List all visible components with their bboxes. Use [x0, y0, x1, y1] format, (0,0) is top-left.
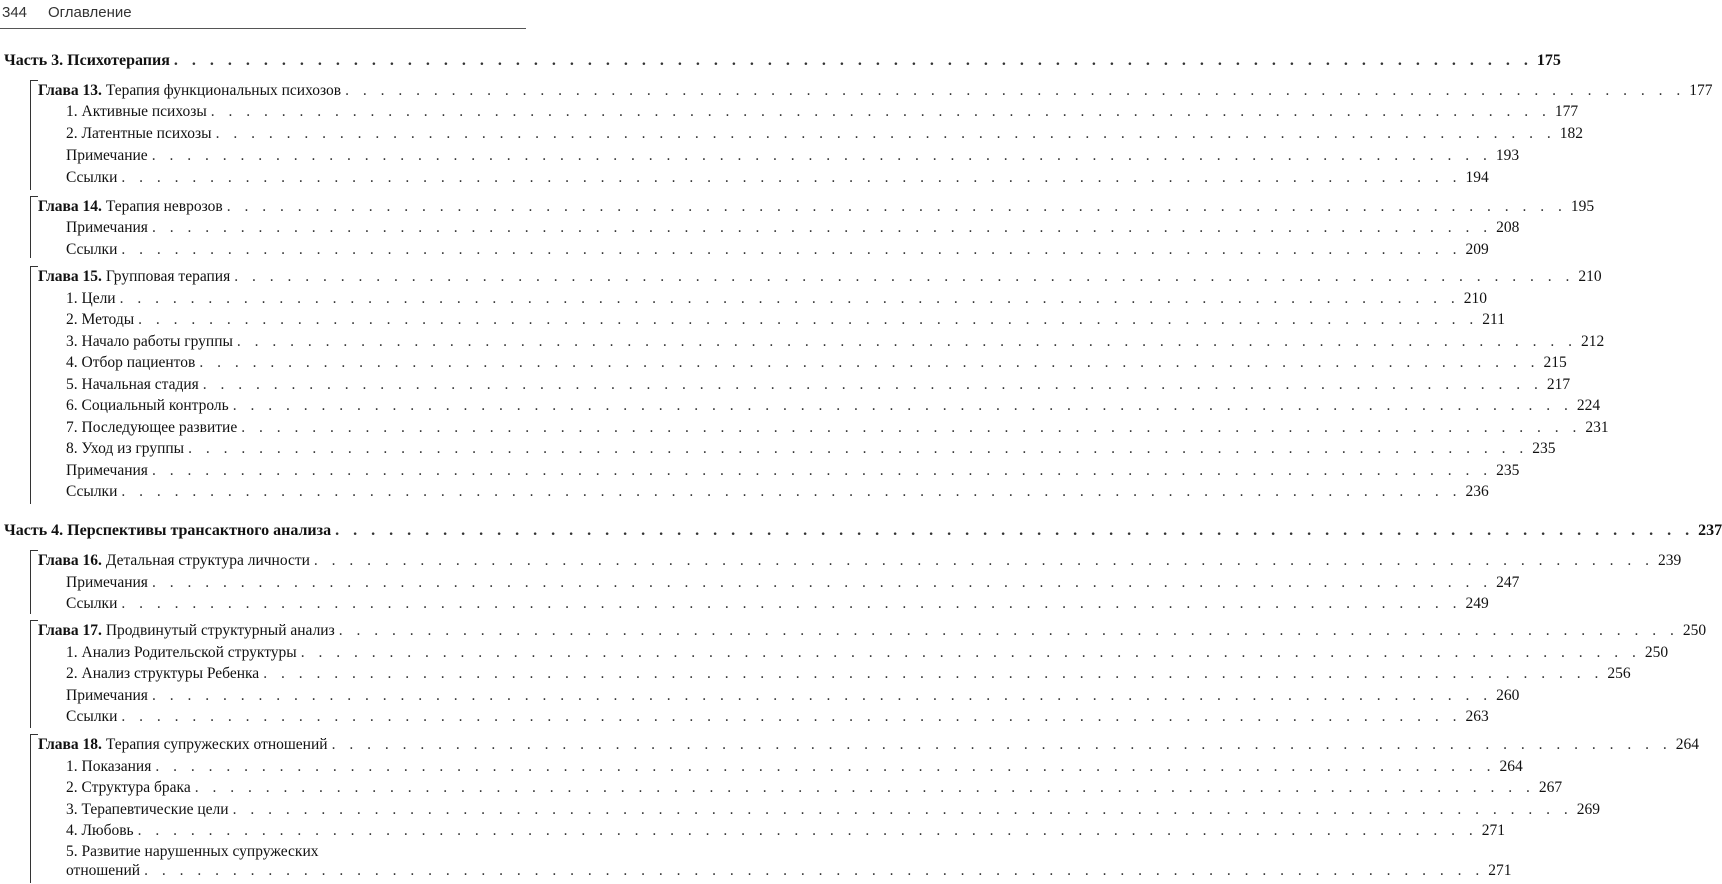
leader-dots: . . . . . . . . . . . . . . . . . . . . . . . . . . . . . . . . . . . . . . . . . . . . . . . . . . . . . . . . . . . . . . . . . . . . . . . . . . . .	[199, 354, 1540, 371]
toc-page: 235	[1496, 462, 1520, 479]
toc-label: Ссылки	[66, 483, 118, 500]
toc-label: Ссылки	[66, 241, 118, 258]
leader-dots: . . . . . . . . . . . . . . . . . . . . . . . . . . . . . . . . . . . . . . . . . . . . . . . . . . . . . . . . . . . . . . . . . . . . . . . . . . . .	[151, 219, 1493, 236]
leader-dots: . . . . . . . . . . . . . . . . . . . . . . . . . . . . . . . . . . . . . . . . . . . . . . . . . . . . . . . . . . . . . . . . . . . . . . . . . . . .	[263, 665, 1604, 682]
toc-entry	[66, 595, 1489, 617]
toc-page: 239	[1658, 552, 1682, 569]
toc-label: 3. Начало работы группы	[66, 333, 233, 350]
toc-page: 224	[1576, 397, 1601, 414]
chapter-number: Глава 18.	[38, 736, 102, 753]
toc-page: 175	[1536, 52, 1561, 69]
toc-page: 235	[1532, 440, 1556, 457]
toc-label: 1. Анализ Родительской структуры	[66, 644, 297, 661]
toc-entry	[66, 125, 1583, 147]
chapter-bracket	[30, 550, 31, 614]
leader-dots: . . . . . . . . . . . . . . . . . . . . . . . . . . . . . . . . . . . . . . . . . . . . . . . . . . . . . . . . . . . . . . . . . . . . . . . . . . . .	[121, 483, 1462, 500]
page-header	[0, 0, 526, 29]
toc-entry	[66, 419, 1609, 441]
toc-entry	[66, 333, 1605, 355]
toc-page: 249	[1465, 595, 1489, 612]
leader-dots: . . . . . . . . . . . . . . . . . . . . . . . . . . . . . . . . . . . . . . . . . . . . . . . . . . . . . . . . . . . . . . . . . . . . . . . . . . . .	[232, 397, 1573, 414]
toc-page: 236	[1465, 483, 1489, 500]
toc-label: Ссылки	[66, 169, 118, 186]
chapter-bracket-top	[30, 196, 38, 197]
toc-entry	[66, 354, 1567, 376]
toc-entry	[66, 708, 1489, 730]
toc-entry	[66, 801, 1600, 823]
toc-label: Часть 3. Психотерапия	[4, 52, 170, 69]
toc-label: 2. Методы	[66, 311, 135, 328]
leader-dots: . . . . . . . . . . . . . . . . . . . . . . . . . . . . . . . . . . . . . . . . . . . . . . . . . . . . . . . . . . . . . . . . . . . . . . . . . . . .	[151, 574, 1493, 591]
leader-dots: . . . . . . . . . . . . . . . . . . . . . . . . . . . . . . . . . . . . . . . . . . . . . . . . . . . . . . . . . . . . . . . . . . . . . . . . . . . .	[138, 311, 1479, 328]
chapter-bracket	[30, 196, 31, 258]
chapter-title: Продвинутый структурный анализ	[101, 622, 335, 639]
leader-dots: . . . . . . . . . . . . . . . . . . . . . . . . . . . . . . . . . . . . . . . . . . . . . . . . . . . . . . . . . . . . . . . . . . . . . . . . . . . .	[121, 708, 1462, 725]
page-number: 344	[2, 4, 28, 21]
toc-label: Примечания	[66, 687, 148, 704]
chapter-bracket-top	[30, 550, 38, 551]
toc-page: 195	[1570, 198, 1595, 215]
leader-dots: . . . . . . . . . . . . . . . . . . . . . . . . . . . . . . . . . . . . . . . . . . . . . . . . . . . . . . . . . . . . . . . . . . . . . . . . . . . .	[236, 333, 1578, 350]
toc-page: 210	[1578, 268, 1602, 285]
chapter-bracket	[30, 734, 31, 883]
toc-label: 4. Любовь	[66, 822, 134, 839]
toc-entry	[66, 665, 1631, 687]
toc-page: 194	[1465, 169, 1489, 186]
chapter-number: Глава 17.	[38, 622, 102, 639]
toc-page: 177	[1554, 103, 1579, 120]
leader-dots: . . . . . . . . . . . . . . . . . . . . . . . . . . . . . . . . . . . . . . . . . . . . . . . . . . . . . . . . . . . . . . . . . . . . . . . . . . . .	[119, 290, 1460, 307]
chapter-number: Глава 14.	[38, 198, 102, 215]
chapter-number: Глава 13.	[38, 82, 102, 99]
toc-label: Ссылки	[66, 595, 118, 612]
leader-dots: . . . . . . . . . . . . . . . . . . . . . . . . . . . . . . . . . . . . . . . . . . . . . . . . . . . . . . . . . . . . . . . . . . . . . . . . . . . .	[313, 552, 1655, 569]
toc-page: 211	[1482, 311, 1505, 328]
toc-entry-continuation	[66, 862, 1512, 884]
leader-dots: . . . . . . . . . . . . . . . . . . . . . . . . . . . . . . . . . . . . . . . . . . . . . . . . . . . . . . . . . . . . . . . . . . . . . . . . . . . .	[121, 241, 1462, 258]
toc-page: 271	[1488, 862, 1512, 879]
toc-page: 269	[1576, 801, 1600, 818]
leader-dots: . . . . . . . . . . . . . . . . . . . . . . . . . . . . . . . . . . . . . . . . . . . . . . . . . . . . . . . . . . . . . . . . . . . . . . . . . . . .	[300, 644, 1641, 661]
leader-dots: . . . . . . . . . . . . . . . . . . . . . . . . . . . . . . . . . . . . . . . . . . . . . . . . . . . . . . . . . . . . . . . . . . . . . . . . . . . .	[234, 268, 1575, 285]
toc-label: 2. Анализ структуры Ребенка	[66, 665, 260, 682]
running-title: Оглавление	[48, 4, 132, 21]
leader-dots: . . . . . . . . . . . . . . . . . . . . . . . . . . . . . . . . . . . . . . . . . . . . . . . . . . . . . . . . . . . . . . . . . . . . . . . . . . . .	[335, 522, 1695, 539]
chapter-title: Терапия функциональных психозов	[101, 82, 342, 99]
chapter-bracket-top	[30, 266, 38, 267]
chapter-bracket	[30, 620, 31, 728]
chapter-title: Терапия супружеских отношений	[101, 736, 328, 753]
toc-page: 263	[1465, 708, 1489, 725]
toc-label: 5. Развитие нарушенных супружеских	[66, 843, 319, 860]
toc-entry	[66, 311, 1505, 333]
toc-page: 250	[1682, 622, 1707, 639]
toc-page: 177	[1689, 82, 1713, 99]
toc-page: 215	[1543, 354, 1567, 371]
toc-page: 271	[1481, 822, 1505, 839]
leader-dots: . . . . . . . . . . . . . . . . . . . . . . . . . . . . . . . . . . . . . . . . . . . . . . . . . . . . . . . . . . . . . . . . . . . . . . . . . . . .	[331, 736, 1672, 753]
toc-label: 3. Терапевтические цели	[66, 801, 229, 818]
leader-dots: . . . . . . . . . . . . . . . . . . . . . . . . . . . . . . . . . . . . . . . . . . . . . . . . . . . . . . . . . . . . . . . . . . . . . . . . . . . .	[345, 82, 1686, 99]
toc-page: 217	[1546, 376, 1571, 393]
toc-entry	[66, 397, 1601, 419]
chapter-bracket	[30, 80, 31, 190]
leader-dots: . . . . . . . . . . . . . . . . . . . . . . . . . . . . . . . . . . . . . . . . . . . . . . . . . . . . . . . . . . . . . . . . . . . . . . . . . . . .	[215, 125, 1556, 142]
toc-entry	[66, 687, 1520, 709]
chapter-number: Глава 16.	[38, 552, 102, 569]
toc-label: 5. Начальная стадия	[66, 376, 199, 393]
toc-label	[38, 622, 335, 640]
chapter-bracket-top	[30, 620, 38, 621]
toc-entry	[66, 440, 1556, 462]
leader-dots: . . . . . . . . . . . . . . . . . . . . . . . . . . . . . . . . . . . . . . . . . . . . . . . . . . . . . . . . . . . . . . . . . . . . . . . . . . . .	[226, 198, 1567, 215]
toc-page: 231	[1585, 419, 1609, 436]
leader-dots: . . . . . . . . . . . . . . . . . . . . . . . . . . . . . . . . . . . . . . . . . . . . . . . . . . . . . . . . . . . . . . . . . . . . . . . . . . . .	[151, 687, 1493, 704]
toc-chapter-18	[38, 736, 1699, 758]
leader-dots: . . . . . . . . . . . . . . . . . . . . . . . . . . . . . . . . . . . . . . . . . . . . . . . . . . . . . . . . . . . . . . . . . . . . . . . . . . . .	[155, 758, 1496, 775]
toc-chapter-17	[38, 622, 1707, 644]
leader-dots: . . . . . . . . . . . . . . . . . . . . . . . . . . . . . . . . . . . . . . . . . . . . . . . . . . . . . . . . . . . . . . . . . . . . . . . . . . . .	[151, 462, 1493, 479]
toc-label: Примечания	[66, 462, 148, 479]
toc-label	[38, 736, 328, 754]
toc-page: 209	[1465, 241, 1489, 258]
toc-entry	[66, 644, 1669, 666]
toc-page: 267	[1538, 779, 1563, 796]
chapter-bracket-top	[30, 80, 38, 81]
toc-label	[38, 82, 341, 100]
toc-entry	[66, 822, 1505, 844]
toc-part-4	[4, 522, 1722, 544]
leader-dots: . . . . . . . . . . . . . . . . . . . . . . . . . . . . . . . . . . . . . . . . . . . . . . . . . . . . . . . . . . . . . . . . . . . . . . . . . . . .	[173, 52, 1533, 69]
toc-entry	[66, 169, 1489, 191]
toc-entry	[66, 758, 1523, 780]
toc-chapter-16	[38, 552, 1682, 574]
leader-dots: . . . . . . . . . . . . . . . . . . . . . . . . . . . . . . . . . . . . . . . . . . . . . . . . . . . . . . . . . . . . . . . . . . . . . . . . . . . .	[338, 622, 1679, 639]
leader-dots: . . . . . . . . . . . . . . . . . . . . . . . . . . . . . . . . . . . . . . . . . . . . . . . . . . . . . . . . . . . . . . . . . . . . . . . . . . . .	[210, 103, 1551, 120]
toc-label: Примечания	[66, 219, 148, 236]
toc-entry	[66, 241, 1489, 263]
toc-entry	[66, 376, 1571, 398]
chapter-title: Терапия неврозов	[101, 198, 223, 215]
leader-dots: . . . . . . . . . . . . . . . . . . . . . . . . . . . . . . . . . . . . . . . . . . . . . . . . . . . . . . . . . . . . . . . . . . . . . . . . . . . .	[188, 440, 1529, 457]
toc-page: 237	[1698, 522, 1722, 539]
toc-label: 4. Отбор пациентов	[66, 354, 196, 371]
chapter-number: Глава 15.	[38, 268, 102, 285]
toc-entry	[66, 779, 1563, 801]
toc-label: 6. Социальный контроль	[66, 397, 229, 414]
toc-label: 8. Уход из группы	[66, 440, 185, 457]
leader-dots: . . . . . . . . . . . . . . . . . . . . . . . . . . . . . . . . . . . . . . . . . . . . . . . . . . . . . . . . . . . . . . . . . . . . . . . . . . . .	[241, 419, 1582, 436]
toc-label: 2. Структура брака	[66, 779, 191, 796]
toc-entry	[66, 219, 1520, 241]
toc-chapter-15	[38, 268, 1602, 290]
toc-label: Примечание	[66, 147, 148, 164]
chapter-title: Групповая терапия	[101, 268, 231, 285]
toc-part-3	[4, 52, 1561, 74]
toc-label: Ссылки	[66, 708, 118, 725]
toc-page: 264	[1675, 736, 1699, 753]
toc-page: 182	[1559, 125, 1583, 142]
chapter-title: Детальная структура личности	[101, 552, 310, 569]
toc-label: 1. Показания	[66, 758, 152, 775]
toc-entry	[66, 483, 1489, 505]
toc-page: 247	[1496, 574, 1520, 591]
chapter-bracket-top	[30, 734, 38, 735]
toc-label: 1. Цели	[66, 290, 116, 307]
leader-dots: . . . . . . . . . . . . . . . . . . . . . . . . . . . . . . . . . . . . . . . . . . . . . . . . . . . . . . . . . . . . . . . . . . . . . . . . . . . .	[137, 822, 1478, 839]
leader-dots: . . . . . . . . . . . . . . . . . . . . . . . . . . . . . . . . . . . . . . . . . . . . . . . . . . . . . . . . . . . . . . . . . . . . . . . . . . . .	[151, 147, 1492, 164]
leader-dots: . . . . . . . . . . . . . . . . . . . . . . . . . . . . . . . . . . . . . . . . . . . . . . . . . . . . . . . . . . . . . . . . . . . . . . . . . . . .	[144, 862, 1485, 879]
toc-entry	[66, 147, 1520, 169]
toc-label: Примечания	[66, 574, 148, 591]
toc-chapter-14	[38, 198, 1595, 220]
leader-dots: . . . . . . . . . . . . . . . . . . . . . . . . . . . . . . . . . . . . . . . . . . . . . . . . . . . . . . . . . . . . . . . . . . . . . . . . . . . .	[121, 595, 1462, 612]
toc-label: Часть 4. Перспективы трансактного анализа	[4, 522, 332, 539]
toc-page: 210	[1463, 290, 1487, 307]
toc-page: 250	[1644, 644, 1669, 661]
toc-entry	[66, 290, 1487, 312]
leader-dots: . . . . . . . . . . . . . . . . . . . . . . . . . . . . . . . . . . . . . . . . . . . . . . . . . . . . . . . . . . . . . . . . . . . . . . . . . . . .	[121, 169, 1462, 186]
toc-label: 7. Последующее развитие	[66, 419, 238, 436]
toc-page: 208	[1496, 219, 1520, 236]
toc-chapter-13	[38, 82, 1713, 104]
toc-page: 193	[1495, 147, 1520, 164]
toc-page: 212	[1581, 333, 1605, 350]
toc-label	[38, 268, 230, 286]
chapter-bracket	[30, 266, 31, 504]
toc-entry	[66, 574, 1520, 596]
leader-dots: . . . . . . . . . . . . . . . . . . . . . . . . . . . . . . . . . . . . . . . . . . . . . . . . . . . . . . . . . . . . . . . . . . . . . . . . . . . .	[202, 376, 1543, 393]
toc-label	[38, 552, 310, 570]
toc-label: 1. Активные психозы	[66, 103, 207, 120]
toc-label	[38, 198, 223, 216]
toc-label: 2. Латентные психозы	[66, 125, 212, 142]
leader-dots: . . . . . . . . . . . . . . . . . . . . . . . . . . . . . . . . . . . . . . . . . . . . . . . . . . . . . . . . . . . . . . . . . . . . . . . . . . . .	[194, 779, 1535, 796]
leader-dots: . . . . . . . . . . . . . . . . . . . . . . . . . . . . . . . . . . . . . . . . . . . . . . . . . . . . . . . . . . . . . . . . . . . . . . . . . . . .	[232, 801, 1573, 818]
toc-label: отношений	[66, 862, 141, 879]
toc-entry	[66, 462, 1520, 484]
toc-page: 260	[1496, 687, 1520, 704]
toc-page: 264	[1499, 758, 1523, 775]
toc-entry	[66, 103, 1579, 125]
toc-page: 256	[1607, 665, 1631, 682]
